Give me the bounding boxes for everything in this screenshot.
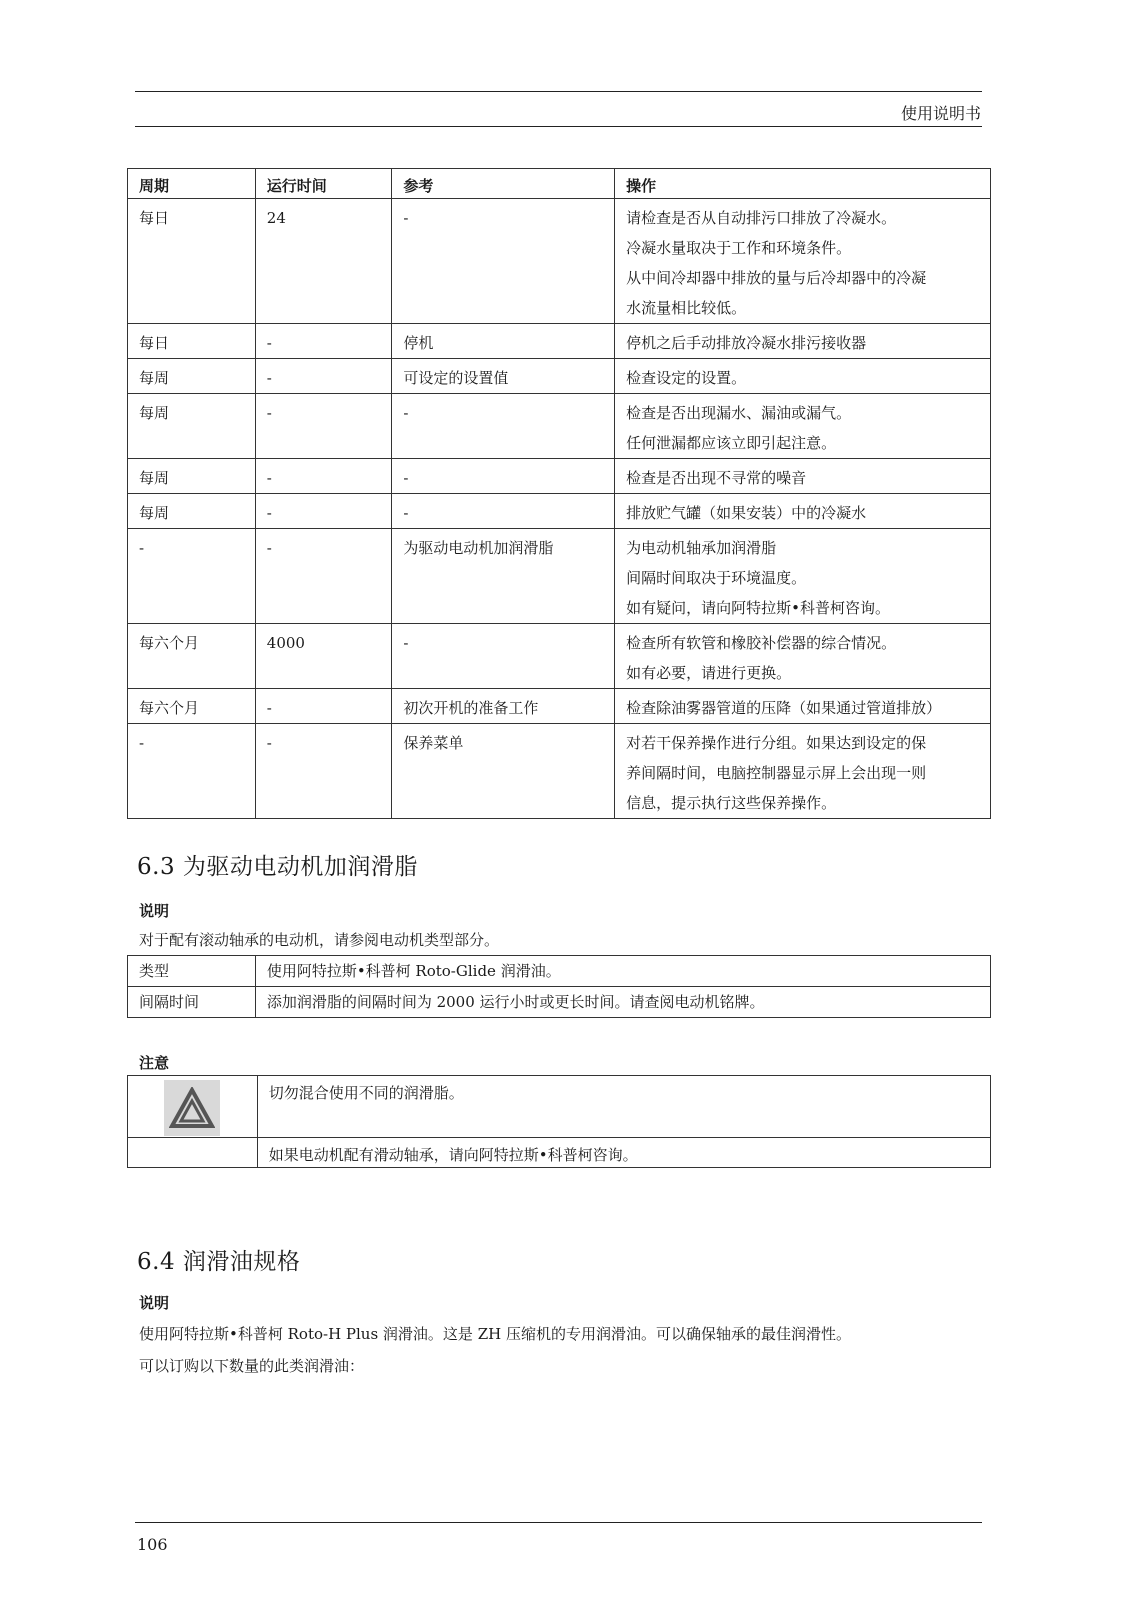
spec-label-interval: 间隔时间 bbox=[128, 987, 256, 1018]
action-line: 如有必要，请进行更换。 bbox=[626, 664, 792, 682]
cell-action bbox=[615, 359, 991, 394]
cell-hours-text: 24 bbox=[266, 209, 286, 227]
cell-hours bbox=[255, 529, 392, 624]
cell-hours bbox=[255, 494, 392, 529]
cell-period-text: 每六个月 bbox=[139, 699, 200, 717]
action-line: 冷凝水量取决于工作和环境条件。 bbox=[626, 239, 852, 257]
cell-period-text: 每周 bbox=[139, 404, 170, 422]
cell-reference bbox=[392, 529, 615, 624]
action-line: 检查是否出现漏水、漏油或漏气。 bbox=[626, 404, 852, 422]
table-header-row bbox=[128, 169, 991, 199]
cell-period-text: 每日 bbox=[139, 209, 170, 227]
action-line: 为电动机轴承加润滑脂 bbox=[626, 539, 777, 557]
action-line: 水流量相比较低。 bbox=[626, 299, 747, 317]
cell-action bbox=[615, 459, 991, 494]
cell-action bbox=[615, 624, 991, 689]
table-row bbox=[128, 1138, 991, 1168]
cell-period-text: 每六个月 bbox=[139, 634, 200, 652]
cell-reference bbox=[392, 394, 615, 459]
cell-reference-text: 停机 bbox=[403, 334, 434, 352]
action-line: 信息，提示执行这些保养操作。 bbox=[626, 794, 837, 812]
cell-period bbox=[128, 199, 256, 324]
cell-hours-text: 4000 bbox=[266, 634, 305, 652]
action-line: 检查设定的设置。 bbox=[626, 369, 747, 387]
note-table bbox=[127, 1075, 991, 1168]
header-rule-bottom bbox=[135, 126, 982, 127]
cell-reference bbox=[392, 324, 615, 359]
empty-cell bbox=[128, 1138, 258, 1168]
cell-period-text: 每周 bbox=[139, 504, 170, 522]
table-row bbox=[128, 689, 991, 724]
table-row bbox=[128, 324, 991, 359]
description-label: 说明 bbox=[139, 902, 170, 920]
cell-hours bbox=[255, 199, 392, 324]
cell-period-text: - bbox=[139, 539, 145, 557]
cell-hours bbox=[255, 394, 392, 459]
cell-hours bbox=[255, 459, 392, 494]
note-text: 如果电动机配有滑动轴承，请向阿特拉斯•科普柯咨询。 bbox=[257, 1138, 990, 1168]
note-text: 切勿混合使用不同的润滑脂。 bbox=[257, 1076, 990, 1138]
table-row bbox=[128, 359, 991, 394]
cell-reference-text: - bbox=[403, 209, 409, 227]
cell-reference bbox=[392, 459, 615, 494]
cell-period-text: - bbox=[139, 734, 145, 752]
action-line: 请检查是否从自动排污口排放了冷凝水。 bbox=[626, 209, 897, 227]
table-row bbox=[128, 494, 991, 529]
cell-hours-text: - bbox=[266, 469, 272, 487]
header-title: 使用说明书 bbox=[900, 104, 981, 123]
cell-reference-text: 可设定的设置值 bbox=[403, 369, 509, 387]
cell-hours-text: - bbox=[266, 699, 272, 717]
cell-reference bbox=[392, 689, 615, 724]
cell-period bbox=[128, 324, 256, 359]
cell-period bbox=[128, 689, 256, 724]
cell-period bbox=[128, 394, 256, 459]
cell-hours-text: - bbox=[266, 539, 272, 557]
action-line: 停机之后手动排放冷凝水排污接收器 bbox=[626, 334, 867, 352]
table-row bbox=[128, 459, 991, 494]
table-row bbox=[128, 624, 991, 689]
cell-hours bbox=[255, 324, 392, 359]
table-row bbox=[128, 199, 991, 324]
cell-period bbox=[128, 724, 256, 819]
footer-rule bbox=[135, 1522, 982, 1523]
cell-period bbox=[128, 359, 256, 394]
cell-period bbox=[128, 624, 256, 689]
cell-period bbox=[128, 459, 256, 494]
action-line: 养间隔时间，电脑控制器显示屏上会出现一则 bbox=[626, 764, 927, 782]
spec-value-type: 使用阿特拉斯•科普柯 Roto-Glide 润滑油。 bbox=[255, 956, 990, 987]
column-header-action: 操作 bbox=[615, 169, 991, 199]
cell-action bbox=[615, 199, 991, 324]
cell-reference-text: - bbox=[403, 634, 409, 652]
warning-icon-cell bbox=[128, 1076, 258, 1138]
cell-period-text: 每周 bbox=[139, 369, 170, 387]
action-line: 任何泄漏都应该立即引起注意。 bbox=[626, 434, 837, 452]
cell-reference bbox=[392, 494, 615, 529]
page-number: 106 bbox=[137, 1535, 168, 1554]
cell-hours-text: - bbox=[266, 504, 272, 522]
section-heading-6-4: 6.4 润滑油规格 bbox=[137, 1249, 301, 1275]
note-label: 注意 bbox=[139, 1054, 170, 1072]
action-line: 对若干保养操作进行分组。如果达到设定的保 bbox=[626, 734, 927, 752]
cell-reference-text: 保养菜单 bbox=[403, 734, 464, 752]
action-line: 检查是否出现不寻常的噪音 bbox=[626, 469, 807, 487]
table-row bbox=[128, 394, 991, 459]
action-line: 检查除油雾器管道的压降（如果通过管道排放） bbox=[626, 699, 942, 717]
table-row bbox=[128, 1076, 991, 1138]
warning-triangle-icon bbox=[164, 1080, 220, 1136]
maintenance-table-body bbox=[128, 199, 991, 819]
cell-period-text: 每日 bbox=[139, 334, 170, 352]
column-header-period: 周期 bbox=[128, 169, 256, 199]
action-line: 如有疑问，请向阿特拉斯•科普柯咨询。 bbox=[626, 599, 891, 617]
table-row bbox=[128, 956, 991, 987]
action-line: 检查所有软管和橡胶补偿器的综合情况。 bbox=[626, 634, 897, 652]
table-row bbox=[128, 724, 991, 819]
action-line: 间隔时间取决于环境温度。 bbox=[626, 569, 807, 587]
cell-reference-text: - bbox=[403, 504, 409, 522]
cell-hours-text: - bbox=[266, 404, 272, 422]
cell-action bbox=[615, 724, 991, 819]
cell-action bbox=[615, 529, 991, 624]
grease-spec-table bbox=[127, 955, 991, 1018]
cell-reference-text: - bbox=[403, 404, 409, 422]
cell-period-text: 每周 bbox=[139, 469, 170, 487]
cell-hours bbox=[255, 689, 392, 724]
column-header-hours: 运行时间 bbox=[255, 169, 392, 199]
cell-reference bbox=[392, 724, 615, 819]
cell-hours bbox=[255, 624, 392, 689]
cell-action bbox=[615, 324, 991, 359]
description-text: 使用阿特拉斯•科普柯 Roto-H Plus 润滑油。这是 ZH 压缩机的专用润滑油。可以确保轴承的最佳润滑性。 bbox=[139, 1325, 851, 1343]
cell-action bbox=[615, 394, 991, 459]
cell-hours bbox=[255, 359, 392, 394]
cell-period bbox=[128, 529, 256, 624]
cell-reference-text: 为驱动电动机加润滑脂 bbox=[403, 539, 554, 557]
cell-reference bbox=[392, 199, 615, 324]
action-line: 排放贮气罐（如果安装）中的冷凝水 bbox=[626, 504, 867, 522]
cell-action bbox=[615, 494, 991, 529]
cell-reference-text: - bbox=[403, 469, 409, 487]
cell-hours-text: - bbox=[266, 334, 272, 352]
header-rule-top bbox=[135, 91, 982, 92]
description-text: 对于配有滚动轴承的电动机，请参阅电动机类型部分。 bbox=[139, 931, 500, 949]
description-label: 说明 bbox=[139, 1294, 170, 1312]
description-text: 可以订购以下数量的此类润滑油： bbox=[139, 1357, 365, 1375]
table-row bbox=[128, 529, 991, 624]
cell-action bbox=[615, 689, 991, 724]
cell-hours-text: - bbox=[266, 369, 272, 387]
cell-reference bbox=[392, 624, 615, 689]
table-row bbox=[128, 987, 991, 1018]
cell-hours bbox=[255, 724, 392, 819]
cell-hours-text: - bbox=[266, 734, 272, 752]
column-header-reference: 参考 bbox=[392, 169, 615, 199]
spec-value-interval: 添加润滑脂的间隔时间为 2000 运行小时或更长时间。请查阅电动机铭牌。 bbox=[255, 987, 990, 1018]
cell-reference-text: 初次开机的准备工作 bbox=[403, 699, 539, 717]
maintenance-table bbox=[127, 168, 991, 819]
cell-period bbox=[128, 494, 256, 529]
spec-label-type: 类型 bbox=[128, 956, 256, 987]
action-line: 从中间冷却器中排放的量与后冷却器中的冷凝 bbox=[626, 269, 927, 287]
section-heading-6-3: 6.3 为驱动电动机加润滑脂 bbox=[137, 854, 418, 880]
cell-reference bbox=[392, 359, 615, 394]
